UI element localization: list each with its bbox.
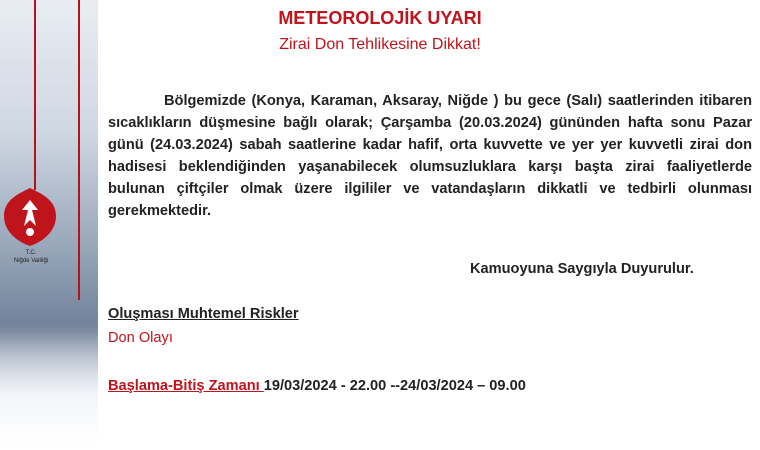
warning-paragraph: Bölgemizde (Konya, Karaman, Aksaray, Niğde ) bu gece (Salı) saatlerinden itibaren sıcaklıkların düşmesine bağlı olarak; Çarşamba (20.03.2024) gününden hafta sonu Pazar günü (24.03.2024) sabah saatlerine kadar hafif, orta kuvvette ve yer yer kuvvetli zirai don hadisesi beklendiğinden yaşanabilecek olumsuzluklara karşı başta zirai faaliyetlerde bulunan çiftçiler olmak üzere ilgililer ve vatandaşların dikkatli ve tedbirli olunması gerekmektedir.	[108, 93, 752, 219]
emblem-caption-1: T.C.	[25, 250, 37, 256]
timing-value: 19/03/2024 - 22.00 --24/03/2024 – 09.00	[263, 378, 526, 394]
snow-decoration	[0, 323, 98, 443]
emblem-icon	[2, 186, 58, 248]
page-subtitle: Zirai Don Tehlikesine Dikkat!	[279, 36, 481, 53]
timing-label: Başlama-Bitiş Zamanı	[108, 378, 264, 394]
risks-heading: Oluşması Muhtemel Riskler	[108, 306, 299, 322]
closing-line: Kamuoyuna Saygıyla Duyurulur.	[470, 261, 694, 277]
risk-item: Don Olayı	[108, 330, 173, 346]
page-title: METEOROLOJİK UYARI	[278, 8, 482, 28]
emblem-caption-2: Niğde Valiliği	[13, 258, 49, 264]
timing-line	[108, 378, 526, 394]
